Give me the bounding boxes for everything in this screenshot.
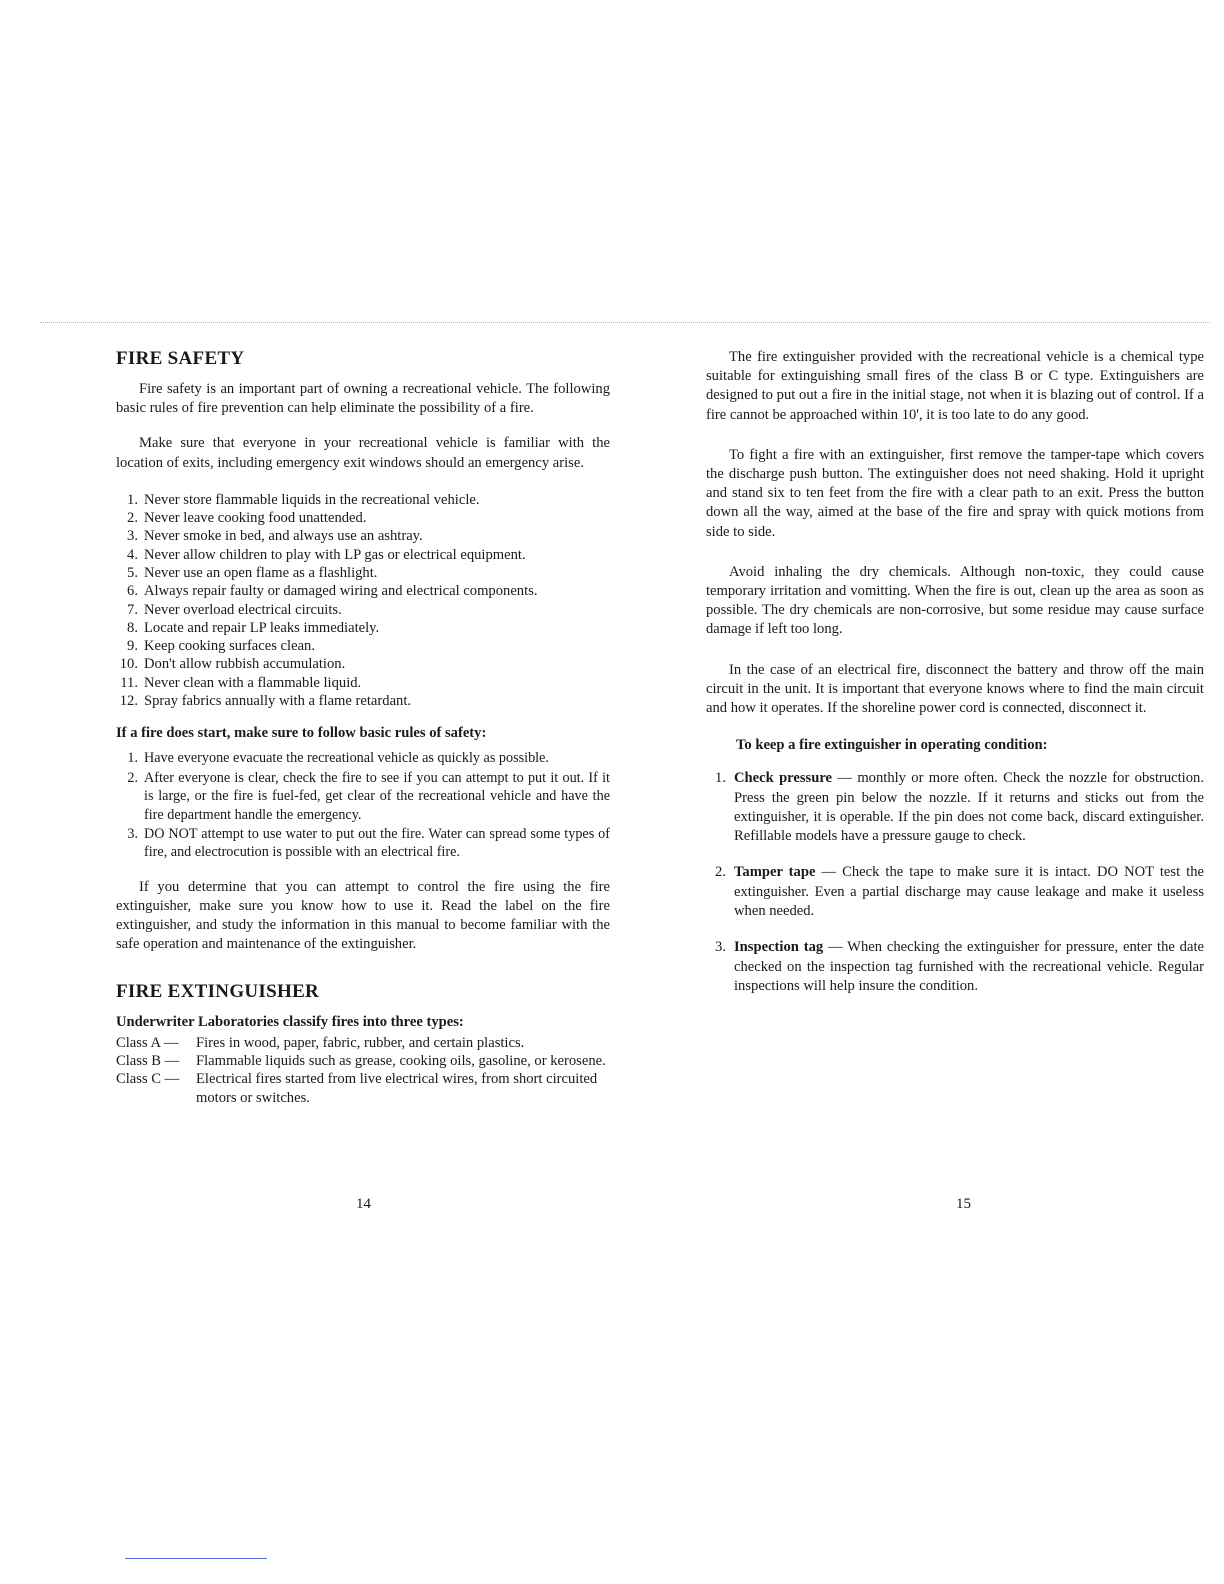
list-item: 4. Never allow children to play with LP gas or electrical equipment.: [127, 546, 526, 563]
if-fire-starts-heading: If a fire does start, make sure to follow basic rules of safety:: [116, 725, 487, 742]
exits-paragraph: Make sure that everyone in your recreational vehicle is familiar with the location of exits, including emergency exit windows should an emergency arise.: [116, 435, 610, 471]
list-item: 12. Spray fabrics annually with a flame retardant.: [119, 693, 412, 710]
list-item: 1. Have everyone evacuate the recreational vehicle as quickly as possible.: [127, 750, 549, 767]
fight-fire-paragraph: To fight a fire with an extinguisher, first remove the tamper-tape which covers the discharge push button. The extinguisher does not need shaking. Hold it upright and stand six to ten feet from the fire with a clear path to an exit. Press the button down all the way, aimed at the base of the fire and spray with quick motions from side to side.: [706, 446, 1204, 540]
list-item: 5. Never use an open flame as a flashlight.: [127, 565, 378, 581]
fire-classes-heading: Underwriter Laboratories classify fires into three types:: [116, 1013, 464, 1030]
left-page: [116, 348, 610, 1107]
list-item: 3. DO NOT attempt to use water to put out the fire. Water can spread some types of fire, and electrocution is possible with an electrical fire.: [127, 826, 610, 861]
right-page: [706, 348, 1204, 1013]
list-item: 10. Don't allow rubbish accumulation.: [119, 656, 346, 673]
list-item: 2. Tamper tape — Check the tape to make sure it is intact. DO NOT test the extinguisher. Even a partial discharge may cause leakage and make it useless when needed.: [715, 864, 1204, 920]
extinguisher-type-paragraph: The fire extinguisher provided with the recreational vehicle is a chemical type suitable for extinguishing small fires of the class B or C type. Extinguishers are designed to put out a fire in the initial stage, not when it is blazing out of control. If a fire cannot be approached within 10', it is too late to do any good.: [706, 349, 1204, 423]
list-item: 11. Never clean with a flammable liquid.: [120, 674, 362, 691]
prevention-rules-list: [116, 491, 610, 711]
list-item: Class B — Flammable liquids such as grease, cooking oils, gasoline, or kerosene.: [116, 1052, 606, 1069]
page-number-left: 14: [356, 1196, 371, 1212]
list-item: Class A — Fires in wood, paper, fabric, rubber, and certain plastics.: [116, 1034, 525, 1051]
keep-operating-heading: To keep a fire extinguisher in operating condition:: [736, 737, 1048, 754]
list-item: 8. Locate and repair LP leaks immediately.: [127, 619, 380, 636]
fire-safety-intro: Fire safety is an important part of owning a recreational vehicle. The following basic rules of fire prevention can help eliminate the possibility of a fire.: [116, 381, 610, 417]
list-item: 1. Never store flammable liquids in the recreational vehicle.: [127, 491, 480, 508]
footer-rule: [125, 1558, 267, 1559]
list-item: 7. Never overload electrical circuits.: [127, 601, 342, 618]
list-item: Class C — Electrical fires started from live electrical wires, from short circuited motors or switches.: [116, 1071, 598, 1106]
electrical-fire-paragraph: In the case of an electrical fire, disconnect the battery and throw off the main circuit in the unit. It is important that everyone knows where to find the main circuit and how it operates. If the shoreline power cord is connected, disconnect it.: [706, 661, 1204, 717]
fire-safety-heading: FIRE SAFETY: [116, 348, 245, 369]
list-item: 9. Keep cooking surfaces clean.: [127, 638, 315, 655]
fire-response-steps: [116, 749, 610, 861]
fire-extinguisher-heading: FIRE EXTINGUISHER: [116, 980, 320, 1002]
scan-border-line: [40, 322, 1210, 323]
list-item: 3. Inspection tag — When checking the extinguisher for pressure, enter the date checked on the inspection tag furnished with the recreational vehicle. Regular inspections will help insure the condition.: [715, 939, 1204, 994]
list-item: 1. Check pressure — monthly or more often. Check the nozzle for obstruction. Press the green pin below the nozzle. If it returns and sticks out from the extinguisher, it is operable. If the pin does not come back, discard extinguisher. Refillable models have a pressure gauge to check.: [715, 770, 1204, 845]
list-item: 2. Never leave cooking food unattended.: [127, 510, 367, 527]
dry-chemicals-paragraph: Avoid inhaling the dry chemicals. Although non-toxic, they could cause temporary irritation and vomitting. When the fire is out, clean up the area as soon as possible. The dry chemicals are non-corrosive, but some residue may cause surface damage if left too long.: [706, 563, 1204, 638]
maintenance-checks-list: [706, 769, 1204, 996]
page-number-right: 15: [956, 1196, 971, 1212]
list-item: 2. After everyone is clear, check the fire to see if you can attempt to put it out. If it is large, or the fire is fuel-fed, get clear of the recreational vehicle and have the fire department handle the emergency.: [127, 769, 610, 823]
fire-classes-list: [116, 1034, 610, 1107]
extinguisher-use-paragraph: If you determine that you can attempt to control the fire using the fire extinguisher, make sure you know how to use it. Read the label on the fire extinguisher, and study the information in this manual to become familiar with the safe operation and maintenance of the extinguisher.: [116, 878, 610, 953]
list-item: 3. Never smoke in bed, and always use an ashtray.: [127, 528, 423, 545]
list-item: 6. Always repair faulty or damaged wiring and electrical components.: [127, 583, 538, 600]
